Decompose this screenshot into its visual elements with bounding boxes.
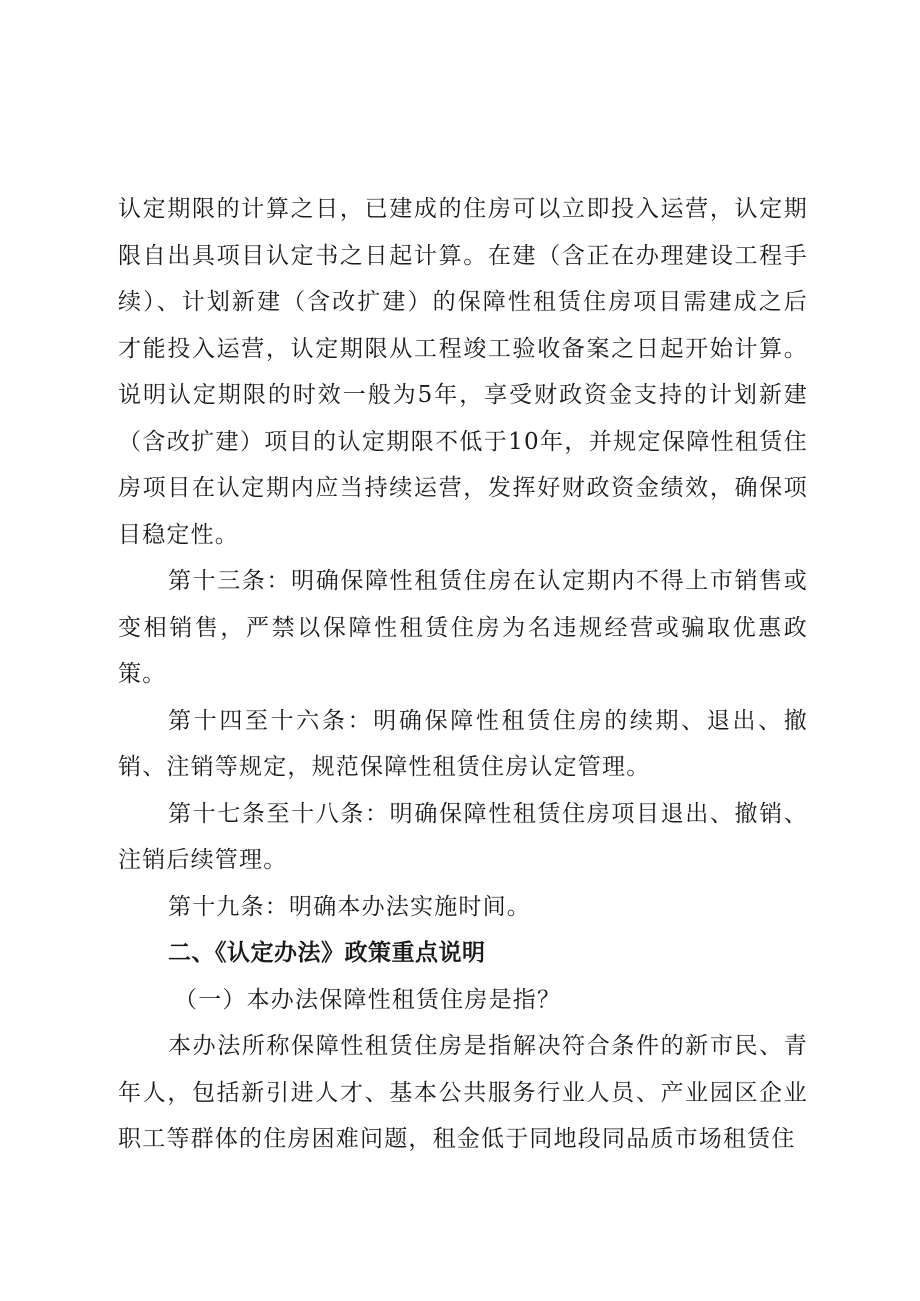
paragraph-article-19: 第十九条：明确本办法实施时间。 xyxy=(168,893,531,920)
sub-heading: （一）本办法保障性租赁住房是指？ xyxy=(174,986,562,1013)
paragraph-article-13: 第十三条：明确保障性租赁住房在认定期内不得上市销售或变相销售，严禁以保障性租赁住房为名违规经营或骗取优惠政策。 xyxy=(118,568,808,687)
paragraph-definition: 本办法所称保障性租赁住房是指解决符合条件的新市民、青年人，包括新引进人才、基本公共服务行业人员、产业园区企业职工等群体的住房困难问题，租金低于同地段同品质市场租赁住 xyxy=(118,1033,808,1152)
document-body xyxy=(118,186,808,1163)
paragraph-article-14-16: 第十四至十六条：明确保障性租赁住房的续期、退出、撤销、注销等规定，规范保障性租赁住房认定管理。 xyxy=(118,707,808,780)
paragraph-certification-period: 认定期限的计算之日，已建成的住房可以立即投入运营，认定期限自出具项目认定书之日起计算。在建（含正在办理建设工程手续）、计划新建（含改扩建）的保障性租赁住房项目需建成之后才能投入运营，认定期限从工程竣工验收备案之日起开始计算。说明认定期限的时效一般为5年，享受财政资金支持的计划新建（含改扩建）项目的认定期限不低于10年，并规定保障性租赁住房项目在认定期内应当持续运营，发挥好财政资金绩效，确保项目稳定性。 xyxy=(118,196,808,548)
section-heading: 二、《认定办法》政策重点说明 xyxy=(168,940,486,966)
paragraph-article-17-18: 第十七条至十八条：明确保障性租赁住房项目退出、撤销、注销后续管理。 xyxy=(118,800,808,873)
